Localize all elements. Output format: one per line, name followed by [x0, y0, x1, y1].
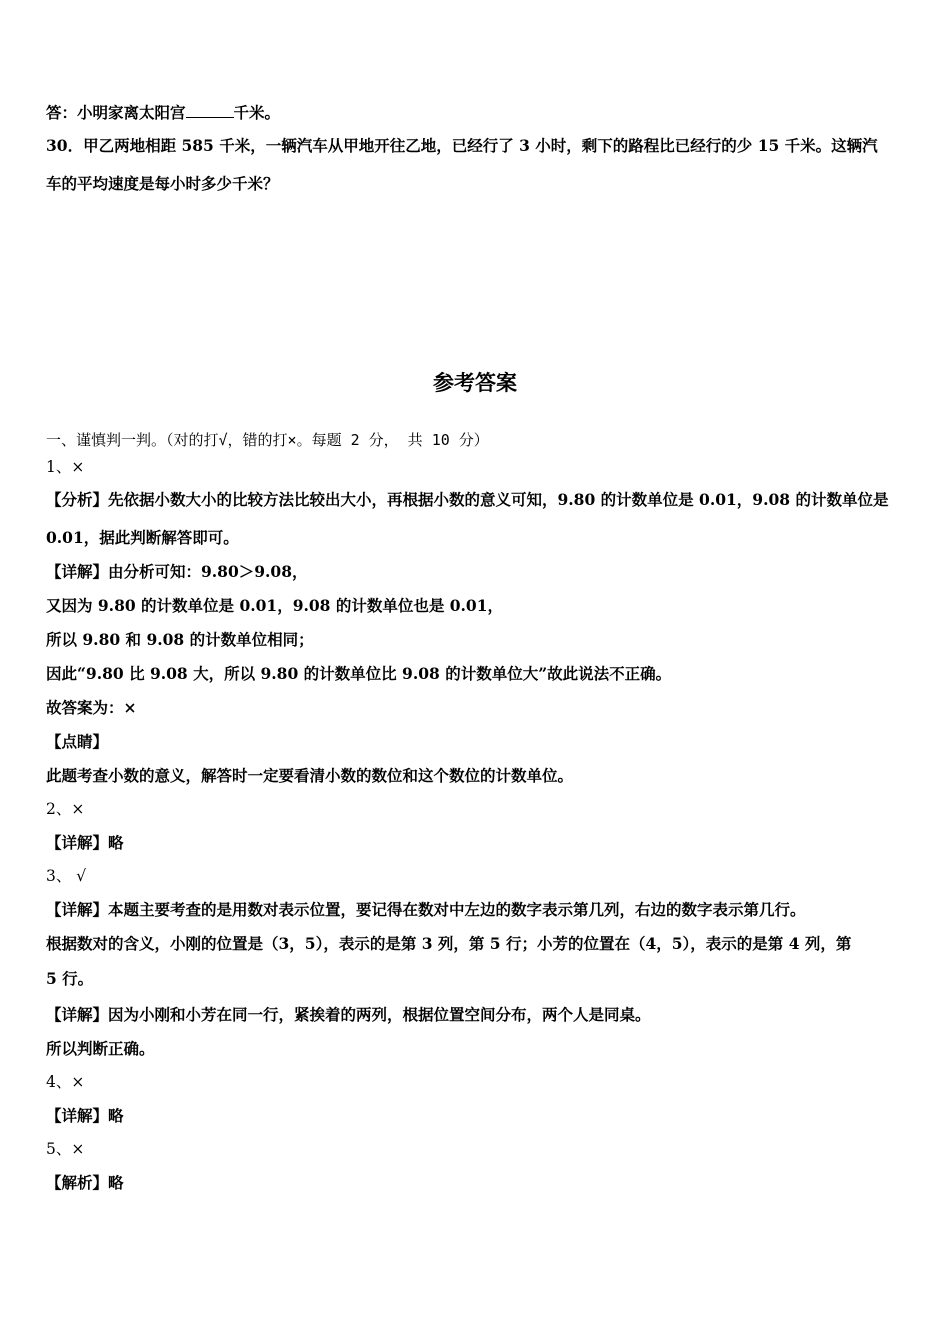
- item-3-detail-line-3: 5 行。: [46, 969, 94, 988]
- item-3-head: 3、 √: [46, 867, 87, 885]
- item-4-head: 4、×: [46, 1073, 85, 1091]
- item-1-analysis-line-2: 0.01，据此判断解答即可。: [46, 528, 239, 547]
- item-1-final-answer: 故答案为：×: [46, 698, 137, 717]
- item-5-head: 5、×: [46, 1140, 85, 1158]
- q30-line-2: 车的平均速度是每小时多少千米？: [46, 174, 279, 193]
- item-1-detail-line-1: 【详解】由分析可知：9.80＞9.08，: [46, 562, 308, 581]
- item-1-head: 1、×: [46, 458, 85, 476]
- item-1-point-label: 【点睛】: [46, 732, 109, 751]
- item-3-detail-line-4: 【详解】因为小刚和小芳在同一行，紧挨着的两列，根据位置空间分布，两个人是同桌。: [46, 1005, 651, 1024]
- q29-answer-line: [46, 102, 906, 123]
- item-3-detail-line-5: 所以判断正确。: [46, 1039, 155, 1058]
- section-heading: 一、谨慎判一判。（对的打√，错的打×。每题 2 分， 共 10 分）: [46, 431, 489, 449]
- item-1-detail-line-4: 因此“9.80 比 9.08 大，所以 9.80 的计数单位比 9.08 的计数单位大”故此说法不正确。: [46, 664, 672, 683]
- item-5-detail: 【解析】略: [46, 1173, 124, 1192]
- item-2-detail: 【详解】略: [46, 833, 124, 852]
- item-3-detail-line-1: 【详解】本题主要考查的是用数对表示位置，要记得在数对中左边的数字表示第几列，右边的数字表示第几行。: [46, 900, 806, 919]
- item-2-head: 2、×: [46, 800, 85, 818]
- item-1-analysis-line-1: 【分析】先依据小数大小的比较方法比较出大小，再根据小数的意义可知，9.80 的计数单位是 0.01，9.08 的计数单位是: [46, 490, 889, 509]
- item-1-detail-line-3: 所以 9.80 和 9.08 的计数单位相同；: [46, 630, 314, 649]
- q29-answer-prefix: 答：小明家离太阳宫: [46, 103, 186, 122]
- item-3-detail-line-2: 根据数对的含义，小刚的位置是（3，5），表示的是第 3 列，第 5 行；小芳的位置在（4，5），表示的是第 4 列，第: [46, 934, 852, 953]
- answers-title: 参考答案: [433, 371, 517, 395]
- item-1-point-text: 此题考查小数的意义，解答时一定要看清小数的数位和这个数位的计数单位。: [46, 766, 574, 785]
- item-1-detail-line-2: 又因为 9.80 的计数单位是 0.01，9.08 的计数单位也是 0.01，: [46, 596, 503, 615]
- item-4-detail: 【详解】略: [46, 1106, 124, 1125]
- q29-answer-blank: [186, 102, 234, 118]
- q29-answer-suffix: 千米。: [233, 103, 281, 122]
- q30-line-1: 30．甲乙两地相距 585 千米，一辆汽车从甲地开往乙地，已经行了 3 小时，剩下的路程比已经行的少 15 千米。这辆汽: [46, 136, 878, 155]
